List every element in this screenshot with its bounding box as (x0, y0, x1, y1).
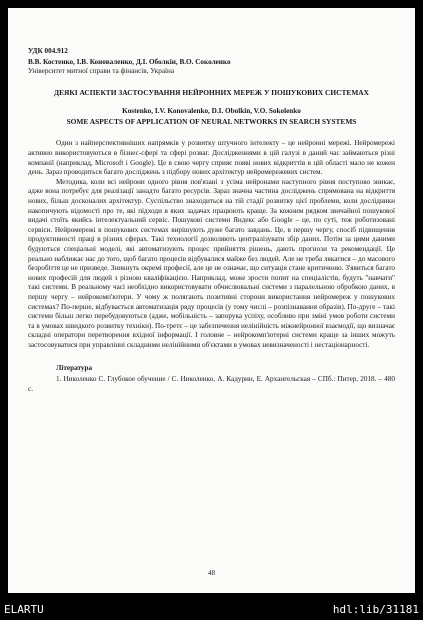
paragraph: Один з найперспективніших напрямків у розвитку штучного інтелекту – це нейронні мережі. Нейромережі активно використовуються в бізнес-сфері та сфері розваг. Дослідженнями в цій галузі в даний час займаються різні компанії (наприклад, Microsoft і Google). Це в свою чергу сприяє появі нових відкриттів в цій області мало не кожен день. Зараз проводиться багато досліджень з підбору нових архітектур нейромережевих систем. (28, 139, 395, 177)
authors-ua: В.В. Костенко, І.В. Коноваленко, Д.І. Оболкін, В.О. Соколенко (28, 58, 231, 66)
viewer-footer (0, 600, 423, 620)
page-number: 48 (207, 569, 216, 577)
title-ua: ДЕЯКІ АСПЕКТИ ЗАСТОСУВАННЯ НЕЙРОННИХ МЕРЕЖ У ПОШУКОВИХ СИСТЕМАХ (54, 88, 369, 97)
paper-page (8, 8, 415, 593)
references-heading: Література (56, 364, 93, 373)
repository-label: ELARTU (4, 603, 44, 616)
body-text (28, 139, 395, 350)
title-en: SOME ASPECTS OF APPLICATION OF NEURAL NETWORKS IN SEARCH SYSTEMS (66, 117, 357, 127)
authors-en: Kostenko, I.V. Konovalenko, D.I. Obolkin, V.O. Sokolenko (122, 107, 301, 116)
paragraph: Методика, коли всі нейрони одного рівня пов'язані з усіма нейронами наступного рівня поступово зникає, адже вона потребує для реалізації занадто багато ресурсів. Зараз значна частина досліджень спрямована на відкриття нових, більш досконалих архітектур. Суспільство знаходиться на тій стадії розвитку цієї проблеми, коли дослідники накопичують відомості про те, які підходи в яких задачах працюють краще. За кожним рядком звичайної пошукової видачі стоїть якийсь інтелектуальний сервіс. Пошукові системи Яндекс або Google – це, по суті, теж роботизовані сервіси. Нейромережі в пошукових системах вирішують дуже багато завдань. Це, в першу чергу, спосіб підвищення продуктивності праці в різних сферах. Такі технології дозволяють централізувати збір даних. Потім за цими даними будуються спеціальні моделі, які автоматизують процес прийняття рішень, дають прогнози та рекомендації. Це реально наближає нас до того, щоб багато процесів відбувалися майже без людей. Але не треба лякатися – до масового безробіття це не призведе. Зникнуть окремі професії, але це не означає, що ситуація стане критичною. З'явиться багато нових професій для людей з різною кваліфікацією. Наприклад, може зрости попит на спеціалістів, будуть "навчати" такі системи. В реальному часі необхідно використовувати обчислювальні системи з паралельною обробкою даних, в першу чергу – нейрокомп'ютери. У чому ж полягають позитивні сторони використання нейромереж у пошукових системах? По-перше, відбувається автоматизація ряду процесів (у тому числі – розпізнавання образів). По-друге – такі системи більш легко перебудовуються (адже, мобільність – запорука успіху, особливо при зміні умов роботи системи та в умовах швидкого розвитку техніки). По-третє – це забезпечення нелінійність міжнейронної взаємодії, що визначає складні оператори перетворення вхідної інформації. І головне – нейрокомп'ютерні системи краще за інших можуть застосовуватися при управлінні складними нелінійними об'єктами в умовах невизначеності і нестаціонарності. (28, 177, 395, 349)
udk-code: УДК 004.912 (28, 47, 68, 55)
paper-content (28, 47, 395, 395)
affiliation: Університет митної справи та фінансів, Україна (28, 67, 175, 75)
handle-label: hdl:lib/31181 (332, 603, 419, 616)
reference-item: 1. Николенко С. Глубокое обучение / С. Николенко, А. Кадурин, Е. Архангельская – СПб.: Питер, 2018. – 480 с. (28, 375, 395, 394)
